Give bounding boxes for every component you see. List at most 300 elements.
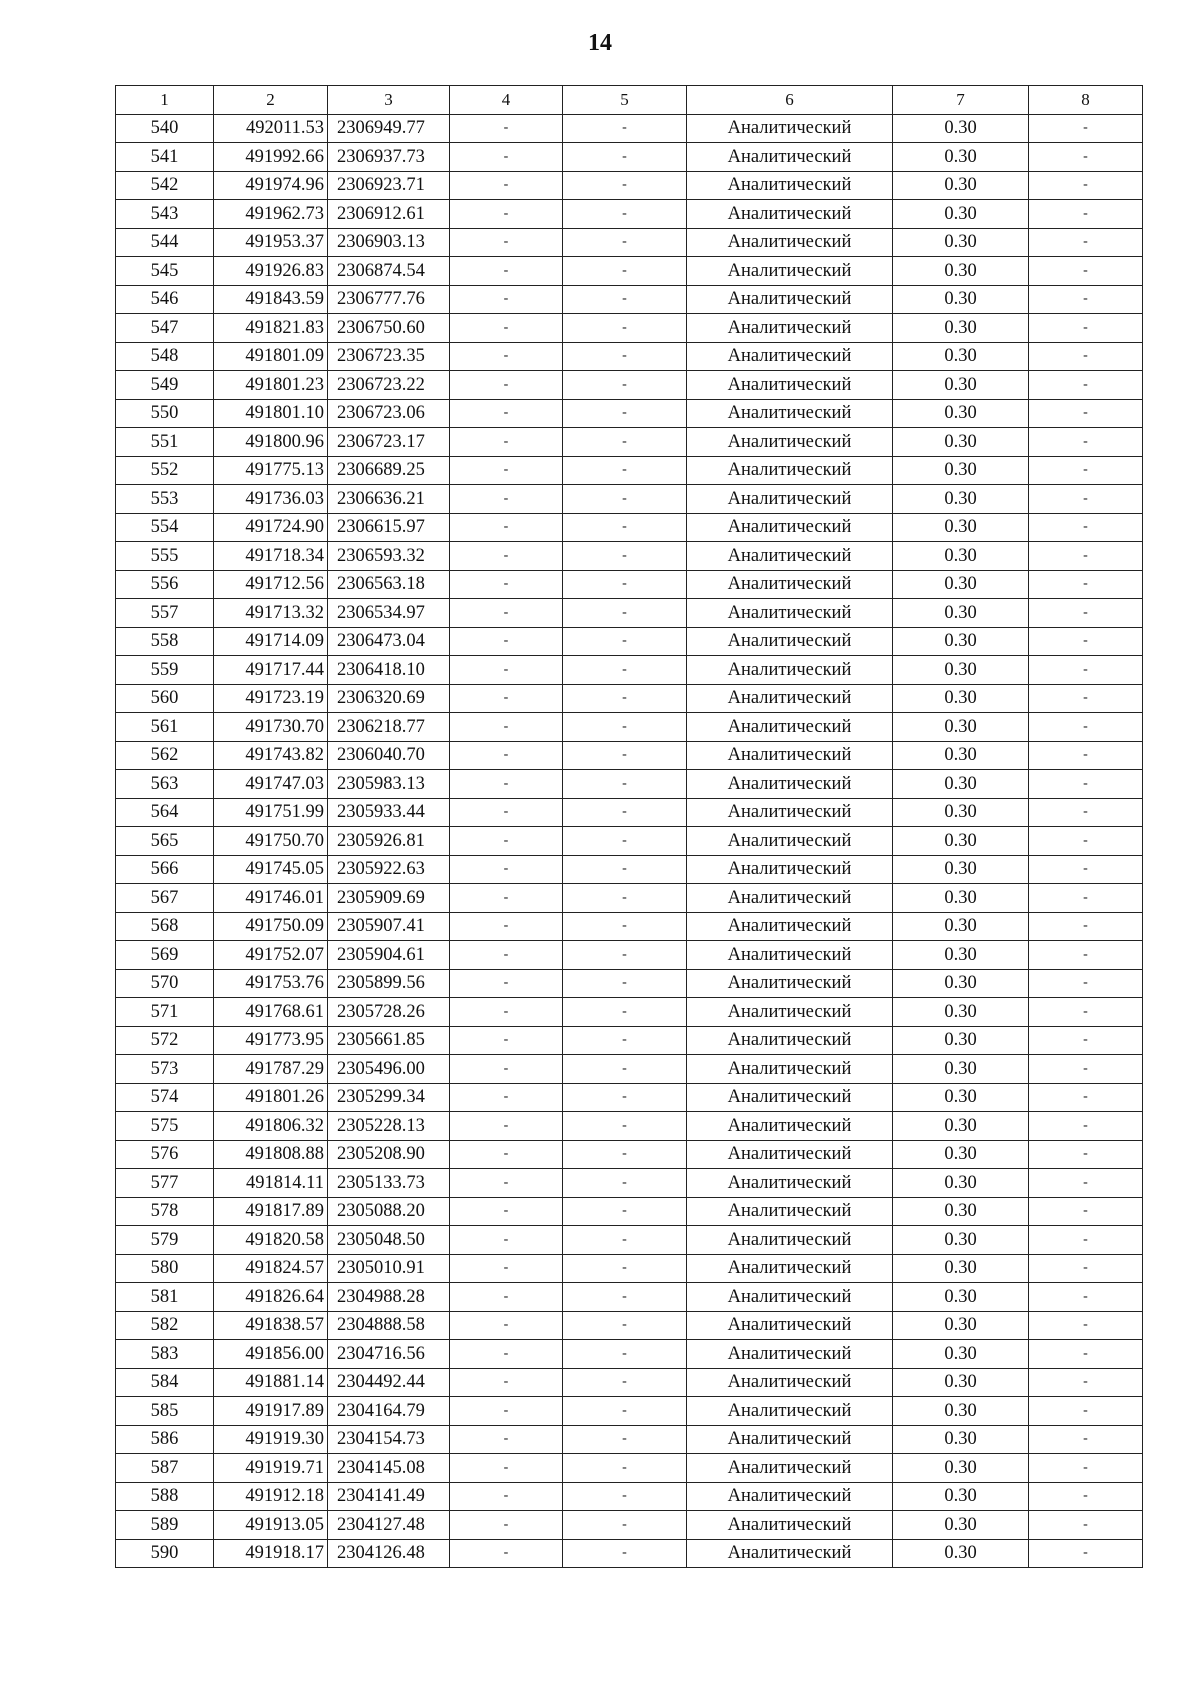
y-coordinate-cell: 2306777.76 [328,285,450,314]
method-cell: Аналитический [687,770,893,799]
accuracy-cell: 0.30 [893,998,1029,1027]
method-cell: Аналитический [687,513,893,542]
table-row [116,1140,1143,1169]
column-4-cell: - [450,314,563,343]
table-row [116,798,1143,827]
column-header: 6 [687,86,893,115]
x-coordinate-cell: 491717.44 [214,656,328,685]
column-5-cell: - [563,1083,687,1112]
column-8-cell: - [1029,827,1143,856]
coordinates-table [115,85,1143,1568]
method-cell: Аналитический [687,1226,893,1255]
column-5-cell: - [563,599,687,628]
point-number-cell: 546 [116,285,214,314]
accuracy-cell: 0.30 [893,542,1029,571]
x-coordinate-cell: 491962.73 [214,200,328,229]
table-row [116,314,1143,343]
column-5-cell: - [563,1112,687,1141]
method-cell: Аналитический [687,1482,893,1511]
table-row [116,1283,1143,1312]
accuracy-cell: 0.30 [893,200,1029,229]
method-cell: Аналитический [687,684,893,713]
accuracy-cell: 0.30 [893,1254,1029,1283]
y-coordinate-cell: 2304141.49 [328,1482,450,1511]
column-8-cell: - [1029,969,1143,998]
accuracy-cell: 0.30 [893,1026,1029,1055]
column-4-cell: - [450,1083,563,1112]
y-coordinate-cell: 2305728.26 [328,998,450,1027]
method-cell: Аналитический [687,1368,893,1397]
accuracy-cell: 0.30 [893,428,1029,457]
y-coordinate-cell: 2306937.73 [328,143,450,172]
column-8-cell: - [1029,1425,1143,1454]
x-coordinate-cell: 491843.59 [214,285,328,314]
accuracy-cell: 0.30 [893,741,1029,770]
x-coordinate-cell: 491768.61 [214,998,328,1027]
x-coordinate-cell: 491801.09 [214,342,328,371]
point-number-cell: 551 [116,428,214,457]
column-5-cell: - [563,969,687,998]
table-row [116,627,1143,656]
method-cell: Аналитический [687,428,893,457]
column-5-cell: - [563,428,687,457]
column-4-cell: - [450,1397,563,1426]
method-cell: Аналитический [687,371,893,400]
accuracy-cell: 0.30 [893,1283,1029,1312]
column-4-cell: - [450,1026,563,1055]
point-number-cell: 578 [116,1197,214,1226]
table-row [116,1311,1143,1340]
table-row [116,399,1143,428]
x-coordinate-cell: 491775.13 [214,456,328,485]
column-5-cell: - [563,1055,687,1084]
column-4-cell: - [450,684,563,713]
column-8-cell: - [1029,1539,1143,1568]
point-number-cell: 556 [116,570,214,599]
method-cell: Аналитический [687,1083,893,1112]
y-coordinate-cell: 2306473.04 [328,627,450,656]
x-coordinate-cell: 491856.00 [214,1340,328,1369]
table-row [116,1482,1143,1511]
point-number-cell: 547 [116,314,214,343]
y-coordinate-cell: 2305661.85 [328,1026,450,1055]
column-8-cell: - [1029,1026,1143,1055]
accuracy-cell: 0.30 [893,257,1029,286]
table-row [116,855,1143,884]
accuracy-cell: 0.30 [893,1397,1029,1426]
accuracy-cell: 0.30 [893,485,1029,514]
column-5-cell: - [563,114,687,143]
table-row [116,1425,1143,1454]
method-cell: Аналитический [687,741,893,770]
x-coordinate-cell: 491718.34 [214,542,328,571]
column-8-cell: - [1029,1197,1143,1226]
x-coordinate-cell: 491730.70 [214,713,328,742]
method-cell: Аналитический [687,827,893,856]
column-8-cell: - [1029,1511,1143,1540]
column-4-cell: - [450,342,563,371]
accuracy-cell: 0.30 [893,314,1029,343]
column-header: 7 [893,86,1029,115]
y-coordinate-cell: 2305922.63 [328,855,450,884]
column-8-cell: - [1029,542,1143,571]
x-coordinate-cell: 491912.18 [214,1482,328,1511]
y-coordinate-cell: 2306593.32 [328,542,450,571]
table-row [116,542,1143,571]
column-8-cell: - [1029,1397,1143,1426]
method-cell: Аналитический [687,912,893,941]
accuracy-cell: 0.30 [893,770,1029,799]
point-number-cell: 549 [116,371,214,400]
method-cell: Аналитический [687,114,893,143]
point-number-cell: 581 [116,1283,214,1312]
method-cell: Аналитический [687,200,893,229]
y-coordinate-cell: 2304154.73 [328,1425,450,1454]
column-4-cell: - [450,941,563,970]
column-8-cell: - [1029,1254,1143,1283]
point-number-cell: 572 [116,1026,214,1055]
table-row [116,1511,1143,1540]
column-4-cell: - [450,1511,563,1540]
accuracy-cell: 0.30 [893,827,1029,856]
point-number-cell: 573 [116,1055,214,1084]
column-8-cell: - [1029,627,1143,656]
x-coordinate-cell: 491751.99 [214,798,328,827]
x-coordinate-cell: 491881.14 [214,1368,328,1397]
y-coordinate-cell: 2305909.69 [328,884,450,913]
y-coordinate-cell: 2304988.28 [328,1283,450,1312]
accuracy-cell: 0.30 [893,1197,1029,1226]
column-4-cell: - [450,770,563,799]
y-coordinate-cell: 2306636.21 [328,485,450,514]
method-cell: Аналитический [687,456,893,485]
column-8-cell: - [1029,570,1143,599]
y-coordinate-cell: 2305899.56 [328,969,450,998]
x-coordinate-cell: 491712.56 [214,570,328,599]
column-4-cell: - [450,1311,563,1340]
table-row [116,257,1143,286]
y-coordinate-cell: 2305496.00 [328,1055,450,1084]
accuracy-cell: 0.30 [893,1311,1029,1340]
method-cell: Аналитический [687,342,893,371]
y-coordinate-cell: 2306689.25 [328,456,450,485]
column-8-cell: - [1029,143,1143,172]
method-cell: Аналитический [687,1026,893,1055]
column-8-cell: - [1029,513,1143,542]
point-number-cell: 576 [116,1140,214,1169]
method-cell: Аналитический [687,399,893,428]
column-8-cell: - [1029,485,1143,514]
point-number-cell: 570 [116,969,214,998]
y-coordinate-cell: 2304888.58 [328,1311,450,1340]
column-8-cell: - [1029,770,1143,799]
column-4-cell: - [450,1368,563,1397]
y-coordinate-cell: 2305228.13 [328,1112,450,1141]
column-4-cell: - [450,998,563,1027]
table-row [116,1539,1143,1568]
column-4-cell: - [450,570,563,599]
x-coordinate-cell: 491801.26 [214,1083,328,1112]
column-4-cell: - [450,200,563,229]
y-coordinate-cell: 2306923.71 [328,171,450,200]
column-5-cell: - [563,171,687,200]
column-8-cell: - [1029,1311,1143,1340]
point-number-cell: 579 [116,1226,214,1255]
x-coordinate-cell: 491919.71 [214,1454,328,1483]
column-5-cell: - [563,1340,687,1369]
accuracy-cell: 0.30 [893,143,1029,172]
column-4-cell: - [450,428,563,457]
table-row [116,1083,1143,1112]
column-header: 1 [116,86,214,115]
x-coordinate-cell: 491787.29 [214,1055,328,1084]
y-coordinate-cell: 2305208.90 [328,1140,450,1169]
y-coordinate-cell: 2305904.61 [328,941,450,970]
column-4-cell: - [450,542,563,571]
y-coordinate-cell: 2305133.73 [328,1169,450,1198]
method-cell: Аналитический [687,285,893,314]
x-coordinate-cell: 491752.07 [214,941,328,970]
table-row [116,570,1143,599]
method-cell: Аналитический [687,1055,893,1084]
table-row [116,513,1143,542]
x-coordinate-cell: 491800.96 [214,428,328,457]
column-5-cell: - [563,1368,687,1397]
accuracy-cell: 0.30 [893,1112,1029,1141]
x-coordinate-cell: 491953.37 [214,228,328,257]
accuracy-cell: 0.30 [893,656,1029,685]
column-5-cell: - [563,1511,687,1540]
table-row [116,428,1143,457]
column-5-cell: - [563,342,687,371]
table-row [116,285,1143,314]
x-coordinate-cell: 492011.53 [214,114,328,143]
accuracy-cell: 0.30 [893,171,1029,200]
y-coordinate-cell: 2306723.17 [328,428,450,457]
column-5-cell: - [563,1254,687,1283]
column-5-cell: - [563,741,687,770]
x-coordinate-cell: 491736.03 [214,485,328,514]
column-5-cell: - [563,200,687,229]
column-5-cell: - [563,1197,687,1226]
y-coordinate-cell: 2305926.81 [328,827,450,856]
accuracy-cell: 0.30 [893,1083,1029,1112]
table-row [116,599,1143,628]
x-coordinate-cell: 491743.82 [214,741,328,770]
method-cell: Аналитический [687,1197,893,1226]
column-8-cell: - [1029,1055,1143,1084]
column-header: 8 [1029,86,1143,115]
y-coordinate-cell: 2305983.13 [328,770,450,799]
column-8-cell: - [1029,342,1143,371]
column-8-cell: - [1029,656,1143,685]
column-4-cell: - [450,371,563,400]
method-cell: Аналитический [687,314,893,343]
y-coordinate-cell: 2306418.10 [328,656,450,685]
point-number-cell: 540 [116,114,214,143]
method-cell: Аналитический [687,656,893,685]
x-coordinate-cell: 491826.64 [214,1283,328,1312]
table-row [116,171,1143,200]
column-4-cell: - [450,627,563,656]
table-row [116,200,1143,229]
column-8-cell: - [1029,1283,1143,1312]
column-5-cell: - [563,399,687,428]
y-coordinate-cell: 2306874.54 [328,257,450,286]
accuracy-cell: 0.30 [893,1226,1029,1255]
column-5-cell: - [563,998,687,1027]
column-4-cell: - [450,1539,563,1568]
column-4-cell: - [450,884,563,913]
column-4-cell: - [450,257,563,286]
column-4-cell: - [450,456,563,485]
column-5-cell: - [563,1397,687,1426]
x-coordinate-cell: 491919.30 [214,1425,328,1454]
table-row [116,342,1143,371]
method-cell: Аналитический [687,884,893,913]
x-coordinate-cell: 491750.70 [214,827,328,856]
method-cell: Аналитический [687,1254,893,1283]
point-number-cell: 552 [116,456,214,485]
table-row [116,770,1143,799]
accuracy-cell: 0.30 [893,399,1029,428]
point-number-cell: 563 [116,770,214,799]
column-4-cell: - [450,1197,563,1226]
method-cell: Аналитический [687,713,893,742]
column-5-cell: - [563,314,687,343]
point-number-cell: 589 [116,1511,214,1540]
column-5-cell: - [563,1454,687,1483]
accuracy-cell: 0.30 [893,1055,1029,1084]
point-number-cell: 555 [116,542,214,571]
method-cell: Аналитический [687,1140,893,1169]
column-8-cell: - [1029,998,1143,1027]
point-number-cell: 566 [116,855,214,884]
table-row [116,741,1143,770]
table-row [116,1368,1143,1397]
column-4-cell: - [450,171,563,200]
method-cell: Аналитический [687,1397,893,1426]
column-8-cell: - [1029,1482,1143,1511]
point-number-cell: 569 [116,941,214,970]
column-8-cell: - [1029,884,1143,913]
column-4-cell: - [450,599,563,628]
accuracy-cell: 0.30 [893,570,1029,599]
method-cell: Аналитический [687,1169,893,1198]
method-cell: Аналитический [687,570,893,599]
accuracy-cell: 0.30 [893,371,1029,400]
y-coordinate-cell: 2306040.70 [328,741,450,770]
point-number-cell: 571 [116,998,214,1027]
column-8-cell: - [1029,941,1143,970]
accuracy-cell: 0.30 [893,1454,1029,1483]
column-8-cell: - [1029,399,1143,428]
accuracy-cell: 0.30 [893,855,1029,884]
column-5-cell: - [563,1425,687,1454]
x-coordinate-cell: 491746.01 [214,884,328,913]
x-coordinate-cell: 491724.90 [214,513,328,542]
table-row [116,1254,1143,1283]
point-number-cell: 590 [116,1539,214,1568]
x-coordinate-cell: 491806.32 [214,1112,328,1141]
x-coordinate-cell: 491817.89 [214,1197,328,1226]
column-8-cell: - [1029,713,1143,742]
column-5-cell: - [563,456,687,485]
column-8-cell: - [1029,1169,1143,1198]
accuracy-cell: 0.30 [893,1368,1029,1397]
method-cell: Аналитический [687,1311,893,1340]
column-4-cell: - [450,1254,563,1283]
accuracy-cell: 0.30 [893,1340,1029,1369]
column-8-cell: - [1029,1083,1143,1112]
x-coordinate-cell: 491974.96 [214,171,328,200]
header-row [116,86,1143,115]
point-number-cell: 562 [116,741,214,770]
column-4-cell: - [450,285,563,314]
table-row [116,1340,1143,1369]
table-row [116,1026,1143,1055]
method-cell: Аналитический [687,1425,893,1454]
point-number-cell: 542 [116,171,214,200]
table-row [116,912,1143,941]
point-number-cell: 550 [116,399,214,428]
x-coordinate-cell: 491714.09 [214,627,328,656]
y-coordinate-cell: 2306534.97 [328,599,450,628]
point-number-cell: 554 [116,513,214,542]
y-coordinate-cell: 2306615.97 [328,513,450,542]
column-8-cell: - [1029,428,1143,457]
x-coordinate-cell: 491723.19 [214,684,328,713]
y-coordinate-cell: 2306750.60 [328,314,450,343]
x-coordinate-cell: 491750.09 [214,912,328,941]
method-cell: Аналитический [687,998,893,1027]
y-coordinate-cell: 2305933.44 [328,798,450,827]
y-coordinate-cell: 2304164.79 [328,1397,450,1426]
column-4-cell: - [450,1340,563,1369]
x-coordinate-cell: 491808.88 [214,1140,328,1169]
method-cell: Аналитический [687,1539,893,1568]
table-row [116,371,1143,400]
column-5-cell: - [563,371,687,400]
x-coordinate-cell: 491821.83 [214,314,328,343]
method-cell: Аналитический [687,1112,893,1141]
column-8-cell: - [1029,257,1143,286]
method-cell: Аналитический [687,257,893,286]
x-coordinate-cell: 491918.17 [214,1539,328,1568]
x-coordinate-cell: 491824.57 [214,1254,328,1283]
column-5-cell: - [563,855,687,884]
column-5-cell: - [563,542,687,571]
column-header: 4 [450,86,563,115]
x-coordinate-cell: 491992.66 [214,143,328,172]
column-4-cell: - [450,656,563,685]
y-coordinate-cell: 2306723.35 [328,342,450,371]
column-5-cell: - [563,228,687,257]
column-4-cell: - [450,228,563,257]
table-row [116,1454,1143,1483]
point-number-cell: 575 [116,1112,214,1141]
method-cell: Аналитический [687,599,893,628]
column-5-cell: - [563,1169,687,1198]
table-row [116,998,1143,1027]
accuracy-cell: 0.30 [893,912,1029,941]
table-row [116,969,1143,998]
table-row [116,1397,1143,1426]
point-number-cell: 582 [116,1311,214,1340]
y-coordinate-cell: 2306320.69 [328,684,450,713]
column-8-cell: - [1029,599,1143,628]
method-cell: Аналитический [687,1511,893,1540]
